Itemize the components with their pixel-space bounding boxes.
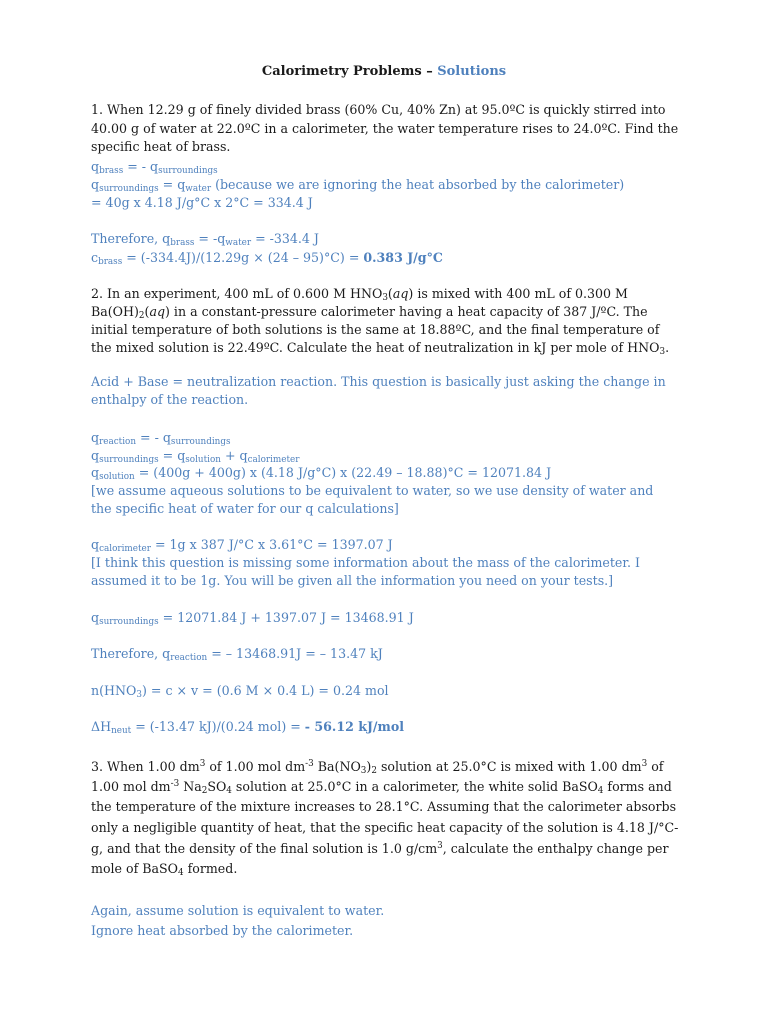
solution-2-calorimeter-note-1: [I think this question is missing some information about the mass of the calorimeter. I	[91, 555, 641, 570]
problem-3-line-2: 1.00 mol $dm^{-3}$ $Na_2SO_4$ solution at 25.0°C in a calorimeter, the white solid BaSO$_4$ forms and	[91, 779, 672, 796]
solution-2-q-calorimeter: $q_{calorimeter} = 1g$ x 387 J/°C x 3.61°C = 1397.07 J	[91, 537, 393, 554]
solution-2-q-reaction-result: Therefore, $q_{reaction}$ = – 13468.91J = – 13.47 kJ	[91, 646, 383, 663]
solution-1-answer: $c_{brass} = (-334.4J)/(12.29g \times (24 - 95)^\circ C) = 0.383$ J/g°C	[91, 250, 443, 267]
solution-2-note-1: Acid + Base = neutralization reaction. This question is basically just asking the change in	[91, 374, 666, 389]
solution-1-step-1: $q_{brass}$ = - $q_{surroundings}$	[91, 159, 218, 176]
problem-1-line-1: 1. When 12.29 g of finely divided brass (60% Cu, 40% Zn) at 95.0ºC is quickly stirred into	[91, 102, 666, 117]
problem-3-line-5: g, and that the density of the final solution is 1.0 $g/cm^3$, calculate the enthalpy change per	[91, 841, 669, 856]
solution-2-moles: $n(HNO_3) = c \times v = (0.6$ M × 0.4 L) = 0.24 mol	[91, 683, 389, 700]
problem-3-line-4: only a negligible quantity of heat, that the specific heat capacity of the solution is 4.18 J/°C-	[91, 820, 679, 835]
problem-3-line-6: mole of BaSO$_4$ formed.	[91, 861, 238, 878]
solution-1-step-3: = 40g x 4.18 J/g°C x 2°C = 334.4 J	[91, 195, 313, 210]
solution-2-q-solution: $q_{solution} = (400g + 400g)$ x (4.18 J/g°C) x (22.49 – 18.88)°C = 12071.84 J	[91, 465, 552, 482]
solution-1-step-4: Therefore, $q_{brass} = -q_{water} = -334.4$ J	[91, 231, 319, 248]
solution-2-calorimeter-note-2: assumed it to be 1g. You will be given all the information you need on your tests.]	[91, 573, 614, 588]
title-solutions: Solutions	[437, 64, 507, 79]
solution-3-note-1: Again, assume solution is equivalent to water.	[91, 903, 385, 918]
solution-2-q-reaction: $q_{reaction}$ = - $q_{surroundings}$	[91, 430, 231, 447]
solution-2-assumption-1: [we assume aqueous solutions to be equivalent to water, so we use density of water and	[91, 483, 654, 498]
page-title	[0, 64, 768, 79]
problem-2-line-1: 2. In an experiment, 400 mL of 0.600 M $HNO_3(aq)$ is mixed with 400 mL of 0.300 M	[91, 286, 628, 303]
solution-2-assumption-2: the specific heat of water for our q calculations]	[91, 501, 399, 516]
problem-3-line-3: the temperature of the mixture increases to 28.1°C. Assuming that the calorimeter absorbs	[91, 799, 677, 814]
problem-1-line-2: 40.00 g of water at 22.0ºC in a calorimeter, the water temperature rises to 24.0ºC. Find the	[91, 121, 679, 136]
solution-2-q-surroundings-total: $q_{surroundings} = 12071.84$ J + 1397.07 J = 13468.91 J	[91, 610, 414, 627]
problem-2-line-3: initial temperature of both solutions is the same at 18.88ºC, and the final temperature of	[91, 322, 660, 337]
solution-2-note-2: enthalpy of the reaction.	[91, 392, 249, 407]
solution-2-q-surroundings: $q_{surroundings} = q_{solution} + q_{calorimeter}$	[91, 448, 300, 465]
solution-3-note-2: Ignore heat absorbed by the calorimeter.	[91, 923, 354, 938]
problem-2-line-2: $Ba(OH)_2(aq)$ in a constant-pressure calorimeter having a heat capacity of 387 J/ºC. The	[91, 304, 648, 321]
title-main: Calorimetry Problems –	[261, 64, 433, 79]
problem-2-line-4: the mixed solution is 22.49ºC. Calculate the heat of neutralization in kJ per mole of $HNO_3$.	[91, 340, 670, 357]
problem-1-line-3: specific heat of brass.	[91, 139, 231, 154]
problem-3-line-1: 3. When 1.00 $dm^3$ of 1.00 mol $dm^{-3}$ $Ba(NO_3)_2$ solution at 25.0°C is mixed with 1.00 $dm^3$ of	[91, 759, 664, 776]
solution-2-answer: $\Delta H_{neut} = (-13.47$ kJ)/(0.24 mol) = - 56.12 kJ/mol	[91, 719, 405, 736]
solution-1-step-2: $q_{surroundings} = q_{water}$ (because we are ignoring the heat absorbed by the calorimeter)	[91, 177, 625, 194]
